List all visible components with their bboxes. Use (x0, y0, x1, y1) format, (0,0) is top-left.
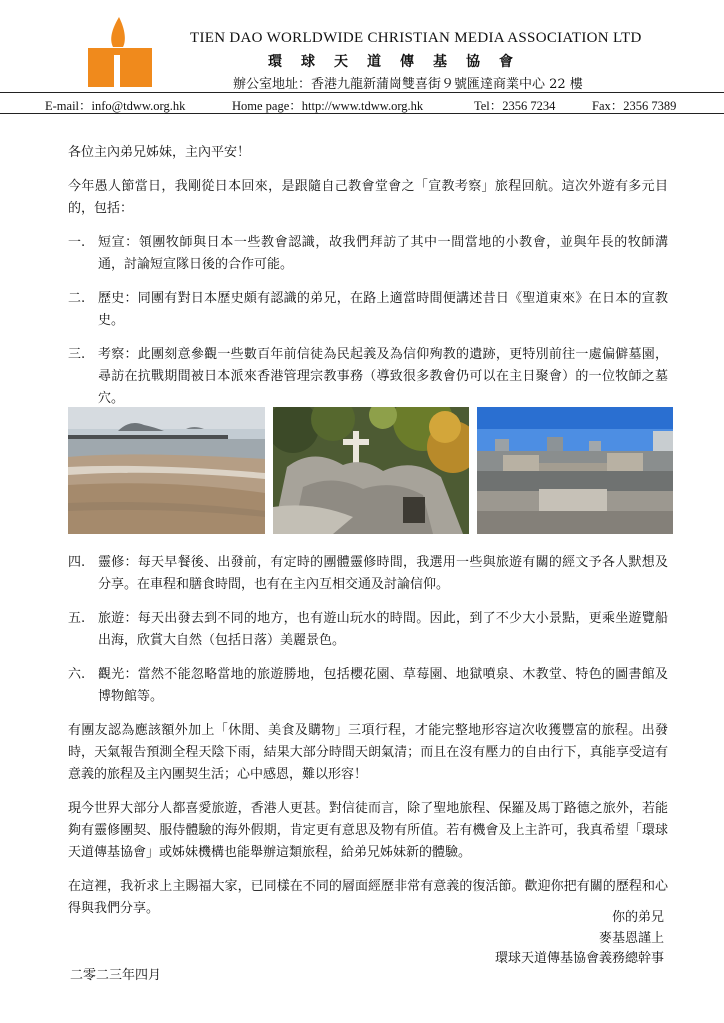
association-logo (86, 15, 154, 87)
list-text: 觀光：當然不能忽略當地的旅遊勝地，包括櫻花園、草莓園、地獄噴泉、木教堂、特色的圖書館及博物館等。 (98, 667, 668, 704)
list-item (68, 232, 668, 276)
photo-row (68, 407, 673, 534)
list-number: 六. (68, 667, 86, 682)
closing-line: 你的弟兄 (611, 910, 664, 925)
base-block-left (88, 53, 114, 87)
base-top (88, 48, 152, 55)
list-item (68, 288, 668, 332)
list-item (68, 552, 668, 596)
letter-date: 二零二三年四月 (70, 968, 162, 983)
contact-fax: Fax：2356 7389 (592, 99, 677, 113)
list-number: 五. (68, 611, 86, 626)
contact-bar (0, 92, 724, 114)
list-number: 四. (68, 555, 86, 570)
organization-name-english: TIEN DAO WORLDWIDE CHRISTIAN MEDIA ASSOCIATION LTD (190, 30, 642, 46)
contact-telephone: Tel：2356 7234 (474, 99, 556, 113)
paragraph-blessing: 在這裡，我祈求上主賜福大家，已同樣在不同的層面經歷非常有意義的復活節。歡迎你把有關的歷程和心得與我們分享。 (68, 879, 668, 916)
list-item (68, 344, 668, 410)
intro-paragraph: 今年愚人節當日，我剛從日本回來，是跟隨自己教會堂會之「宣教考察」旅程回航。這次外遊有多元目的，包括： (68, 179, 668, 216)
list-number: 三. (68, 347, 86, 362)
letter-body-top (68, 142, 668, 410)
list-text: 歷史：同團有對日本歷史頗有認識的弟兄，在路上適當時間便講述昔日《聖道東來》在日本的宣教史。 (98, 291, 668, 328)
list-item (68, 608, 668, 652)
paragraph-travel: 現今世界大部分人都喜愛旅遊，香港人更甚。對信徒而言，除了聖地旅程、保羅及馬丁路德之旅外，若能夠有靈修團契、服侍體驗的海外假期，肯定更有意思及物有所值。若有機會及上主許可，我真希望「環球天道傳基協會」或姊妹機構也能舉辦這類旅程，給弟兄姊妹新的體驗。 (68, 801, 668, 860)
list-number: 一. (68, 235, 86, 250)
paragraph-itinerary: 有團友認為應該額外加上「休閒、美食及購物」三項行程，才能完整地形容這次收獲豐富的旅程。出發時，天氣報告預測全程天陰下雨，結果大部分時間天朗氣清；而且在沒有壓力的自由行下，真能享受這有意義的旅程及主內團契生活；心中感恩，難以形容！ (68, 723, 668, 782)
base-block-right (120, 53, 152, 87)
signer-name: 麥基恩謹上 (598, 931, 664, 946)
list-text: 短宣：領團牧師與日本一些教會認識，故我們拜訪了其中一間當地的小教會，並與年長的牧師溝通，討論短宣隊日後的合作可能。 (98, 235, 668, 272)
letter-body-bottom (68, 552, 668, 920)
office-address: 辦公室地址：香港九龍新蒲崗雙喜街９號匯達商業中心 22 樓 (233, 77, 583, 92)
cemetery-photo (477, 407, 673, 534)
flame-shape (111, 17, 125, 47)
list-item (68, 664, 668, 708)
beach-photo (68, 407, 265, 534)
contact-homepage: Home page：http://www.tdww.org.hk (232, 99, 424, 113)
list-number: 二. (68, 291, 86, 306)
greeting: 各位主內弟兄姊妹，主內平安！ (68, 145, 251, 160)
contact-email: E-mail：info@tdww.org.hk (45, 99, 186, 113)
organization-name-chinese: 環球天道傳基協會 (268, 54, 532, 70)
signer-title: 環球天道傳基協會義務總幹事 (494, 951, 664, 966)
grave-cross-photo (273, 407, 469, 534)
list-text: 考察：此團刻意參觀一些數百年前信徒為民起義及為信仰殉教的遺跡，更特別前往一處偏僻墓園，尋訪在抗戰期間被日本派來香港管理宗教事務（導致很多教會仍可以在主日聚會）的一位牧師之墓穴。 (98, 347, 668, 406)
list-text: 靈修：每天早餐後、出發前，有定時的團體靈修時間，我選用一些與旅遊有關的經文予各人默想及分享。在車程和膳食時間，也有在主內互相交通及討論信仰。 (98, 555, 668, 592)
list-text: 旅遊：每天出發去到不同的地方，也有遊山玩水的時間。因此，到了不少大小景點，更乘坐遊覽船出海，欣賞大自然（包括日落）美麗景色。 (98, 611, 668, 648)
